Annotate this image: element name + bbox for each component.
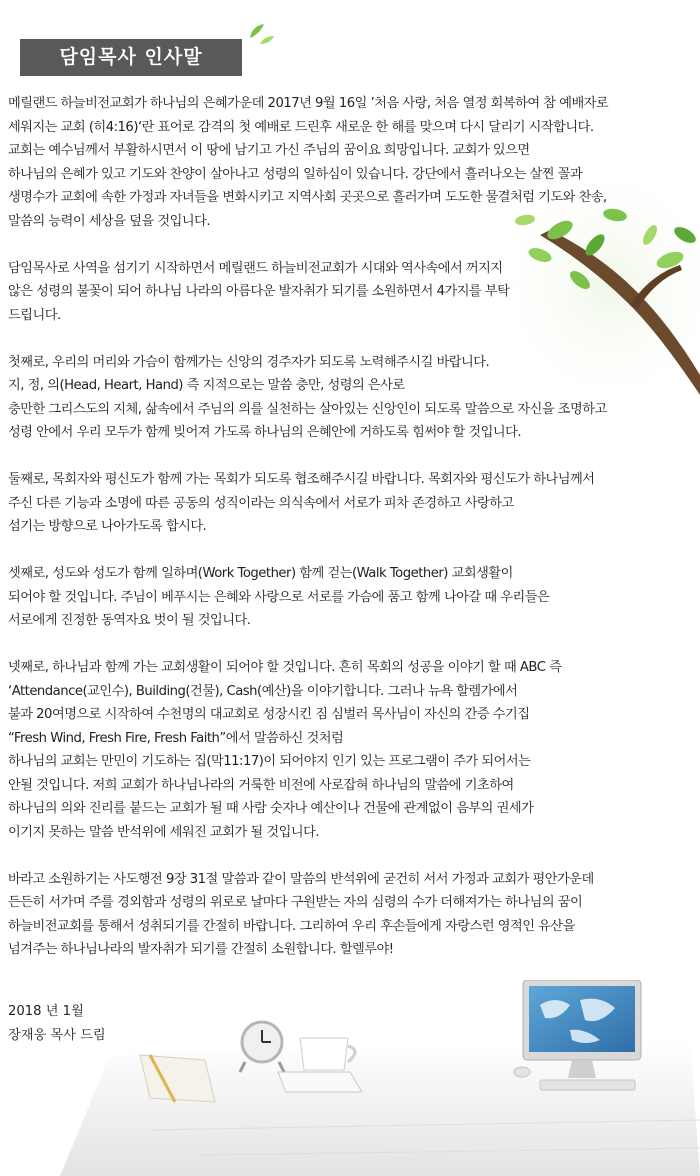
text-line: 충만한 그리스도의 지체, 삶속에서 주님의 의를 실천하는 살아있는 신앙인이 되도록 말씀으로 자신을 조명하고 <box>8 401 607 417</box>
text-line: 메릴랜드 하늘비전교회가 하나님의 은혜가운데 2017년 9월 16일 ’처음 사랑, 처음 열정 회복하여 참 예배자로 <box>8 96 609 111</box>
text-line: 넘겨주는 하나님나라의 발자취가 되기를 간절히 소원합니다. 할렐루야! <box>8 942 394 957</box>
text-line: 하나님의 의와 진리를 붙드는 교회가 될 때 사람 숫자나 예산이나 건물에 관계없이 음부의 권세가 <box>8 801 534 816</box>
greeting-body <box>8 92 696 985</box>
signature-date: 2018 년 1월 <box>8 1004 84 1019</box>
text-line: 드립니다. <box>8 307 61 323</box>
text-line: 넷째로, 하나님과 함께 가는 교회생활이 되어야 할 것입니다. 흔히 목회의 성공을 이야기 할 때 ABC 즉 <box>8 660 562 675</box>
text-line: 생명수가 교회에 속한 가정과 자녀들을 변화시키고 지역사회 곳곳으로 흘러가며 도도한 물결처럼 기도와 찬송, <box>8 190 607 205</box>
text-line: 안될 것입니다. 저희 교회가 하나님나라의 거룩한 비전에 사로잡혀 하나님의 말씀에 기초하여 <box>8 777 514 793</box>
signature-block <box>8 1000 106 1047</box>
text-line: 불과 20여명으로 시작하여 수천명의 대교회로 성장시킨 짐 심벌러 목사님이 자신의 간증 수기집 <box>8 707 530 722</box>
text-line: 되어야 할 것입니다. 주님이 베푸시는 은혜와 사랑으로 서로를 가슴에 품고 함께 나아갈 때 우리들은 <box>8 589 550 605</box>
page-title: 담임목사 인사말 <box>20 39 242 76</box>
text-line: 담임목사로 사역을 섬기기 시작하면서 메릴랜드 하늘비전교회가 시대와 역사속에서 꺼지지 <box>8 260 503 276</box>
paragraph-third <box>8 562 696 633</box>
text-line: 하나님의 은혜가 있고 기도와 찬양이 살아나고 성령의 일하심이 있습니다. 강단에서 흘러나오는 살찐 꼴과 <box>8 166 583 182</box>
signature-name: 장재웅 목사 드림 <box>8 1027 106 1043</box>
paragraph-intro <box>8 92 696 233</box>
text-line: 섬기는 방향으로 나아가도록 합시다. <box>8 519 207 534</box>
text-line: 성령 안에서 우리 모두가 함께 빚어져 가도록 하나님의 은혜안에 거하도록 힘써야 할 것입니다. <box>8 425 522 440</box>
text-line: ‘Attendance(교인수), Building(건물), Cash(예산)을 이야기합니다. 그러나 뉴욕 할렘가에서 <box>8 683 518 699</box>
paragraph-second <box>8 468 696 539</box>
paragraph-closing <box>8 868 696 962</box>
text-line: 든든히 서가며 주를 경외함과 성령의 위로로 날마다 구원받는 자의 심령의 수가 더해져가는 하나님의 꿈이 <box>8 895 583 910</box>
text-line: 첫째로, 우리의 머리와 가슴이 함께가는 신앙의 경주자가 되도록 노력해주시길 바랍니다. <box>8 354 490 370</box>
text-line: 둘째로, 목회자와 평신도가 함께 가는 목회가 되도록 협조해주시길 바랍니다. 목회자와 평신도가 하나님께서 <box>8 472 595 487</box>
text-line: 주신 다른 기능과 소명에 따른 공동의 성직이라는 의식속에서 서로가 피차 존경하고 사랑하고 <box>8 495 514 511</box>
text-line: 하늘비전교회를 통해서 성취되기를 간절히 바랍니다. 그리하여 우리 후손들에게 자랑스런 영적인 유산을 <box>8 918 575 934</box>
text-line: 셋째로, 성도와 성도가 함께 일하며(Work Together) 함께 걷는(Walk Together) 교회생활이 <box>8 566 513 581</box>
text-line: 지, 정, 의(Head, Heart, Hand) 즉 지적으로는 말씀 충만, 성령의 은사로 <box>8 378 405 393</box>
text-line: 세워지는 교회 (히4:16)‘란 표어로 감격의 첫 예배로 드린후 새로운 한 해를 맞으며 다시 달리기 시작합니다. <box>8 119 594 135</box>
paragraph-fourth <box>8 656 696 844</box>
text-line: 교회는 예수님께서 부활하시면서 이 땅에 남기고 가신 주님의 꿈이요 희망입니다. 교회가 있으면 <box>8 143 530 158</box>
text-line: 바라고 소원하기는 사도행전 9장 31절 말씀과 같이 말씀의 반석위에 굳건히 서서 가정과 교회가 평안가운데 <box>8 871 594 887</box>
text-line: 이기지 못하는 말씀 반석위에 세워진 교회가 될 것입니다. <box>8 824 320 840</box>
paragraph-first <box>8 351 696 445</box>
text-line: “Fresh Wind, Fresh Fire, Fresh Faith”에서 말씀하신 것처럼 <box>8 730 344 746</box>
paragraph-request <box>8 257 696 328</box>
text-line: 말씀의 능력이 세상을 덮을 것입니다. <box>8 213 211 229</box>
text-line: 하나님의 교회는 만민이 기도하는 집(막11:17)이 되어야지 인기 있는 프로그램이 주가 되어서는 <box>8 754 531 769</box>
text-line: 않은 성령의 불꽃이 되어 하나님 나라의 아름다운 발자취가 되기를 소원하면서 4가지를 부탁 <box>8 284 510 299</box>
leaf-icon <box>246 18 276 48</box>
text-line: 서로에게 진정한 동역자요 벗이 될 것입니다. <box>8 613 251 628</box>
